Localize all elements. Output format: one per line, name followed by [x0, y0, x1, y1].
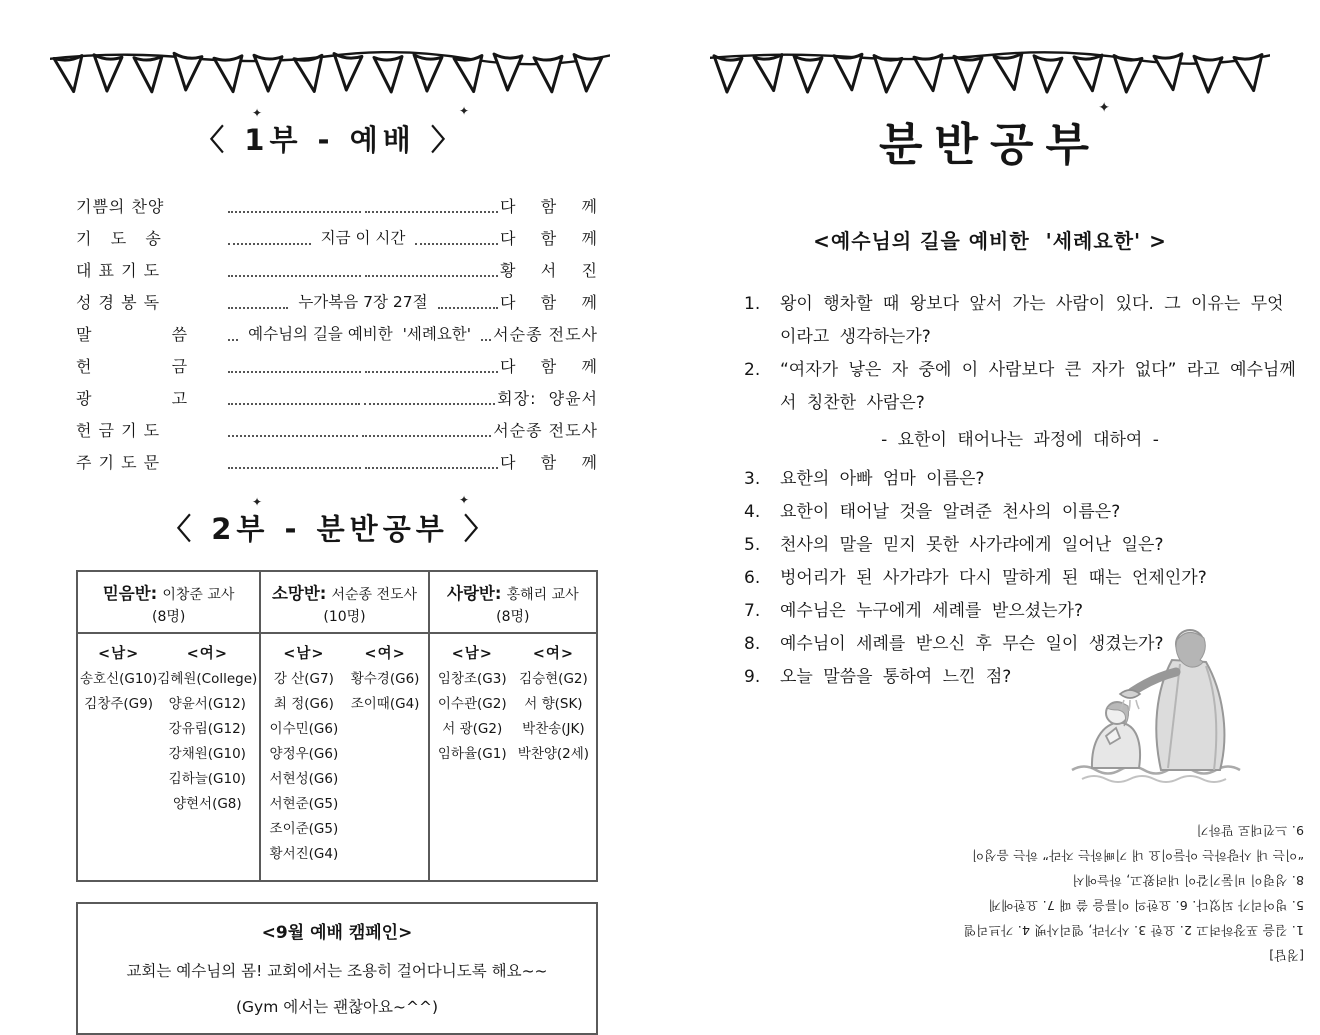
answer-line: 5. 벙어리가 되었다. 6. 요한의 이름을 쓸 때 7. 요한에게 [988, 898, 1304, 913]
answer-line: “이는 내 사랑하는 아들이요 내 기뻐하는 자라” 하는 음성이 [971, 848, 1304, 863]
dotted-leader [228, 294, 288, 309]
member-name: 최 정(G6) [273, 696, 334, 712]
class-name: 사랑반: [447, 584, 502, 603]
question-text: 오늘 말씀을 통하여 느낀 점? [780, 667, 1012, 687]
question-row [744, 354, 1296, 420]
dotted-leader [365, 358, 498, 373]
class-count: (8명) [151, 609, 186, 625]
question-text: 천사의 말을 믿지 못한 사가랴에게 일어난 일은? [780, 535, 1164, 555]
service-row [76, 189, 598, 221]
class-teacher: 서순종 전도사 [331, 587, 418, 603]
campaign-title: <9월 예배 캠페인> [261, 923, 413, 943]
member-name: 서 광(G2) [442, 721, 503, 737]
member-name: 서현성(G6) [269, 771, 339, 787]
member-name: 박찬양(2세) [517, 746, 590, 762]
service-row [76, 221, 598, 253]
member-name: 박찬송(JK) [522, 721, 585, 737]
class-table [76, 570, 598, 882]
member-name: 김혜원(College) [157, 671, 258, 687]
service-item-label: 헌 금 [76, 356, 189, 376]
dotted-leader [364, 390, 496, 405]
answer-line: 1. 길을 포장하려고 2. 요한 3. 사가랴, 엘리사벳 4. 가브리엘 [963, 923, 1304, 938]
service-row [76, 317, 598, 349]
campaign-line: 교회는 예수님의 몸! 교회에서는 조용히 걸어다니도록 해요~~ [126, 962, 548, 980]
question-row [744, 288, 1296, 354]
member-name: 조이때(G4) [350, 696, 420, 712]
question-number: 8. [744, 634, 761, 654]
bulletin-right-page [660, 0, 1320, 1020]
class-column-faith [78, 572, 259, 880]
class-count: (8명) [496, 609, 530, 625]
pennant-banner [50, 50, 610, 110]
boys-header: <남> [97, 646, 140, 662]
dotted-leader [438, 294, 498, 309]
dotted-leader [228, 198, 361, 213]
campaign-line: (Gym 에서는 괜찮아요~^^) [235, 998, 438, 1016]
question-number: 4. [744, 502, 761, 522]
member-name: 강 산(G7) [273, 671, 334, 687]
baptism-illustration [1068, 616, 1278, 788]
service-row [76, 253, 598, 285]
dotted-leader [365, 198, 498, 213]
boys-header: <남> [451, 646, 493, 662]
question-text: 요한의 아빠 엄마 이름은? [780, 469, 985, 489]
dotted-leader [228, 262, 361, 277]
member-name: 황서진(G4) [269, 846, 339, 862]
member-name: 이수관(G2) [437, 696, 507, 712]
service-item-label: 말 씀 [76, 324, 189, 344]
boys-column [80, 642, 157, 870]
service-item-detail: 예수님의 길을 예비한 '세례요한' [248, 325, 472, 343]
dotted-leader [228, 230, 311, 245]
part1-title: ✦ 〈 1부 - 예배 〉 ✦ [30, 118, 630, 159]
dotted-leader [362, 422, 492, 437]
question-number: 3. [744, 469, 761, 489]
service-row [76, 349, 598, 381]
service-item-person: 회장: 양윤서 [497, 388, 598, 408]
class-name: 소망반: [271, 584, 327, 603]
service-item-label: 대 표 기 도 [76, 260, 161, 280]
service-item-person: 다 함 께 [499, 292, 598, 312]
question-number: 6. [744, 568, 761, 588]
service-item-person: 다 함 께 [499, 228, 599, 248]
dotted-leader [228, 326, 238, 341]
question-number: 9. [744, 667, 761, 687]
answer-line: [정답] [1268, 948, 1304, 963]
question-text: 요한이 태어날 것을 알려준 천사의 이름은? [780, 502, 1121, 522]
member-name: 송호신(G10) [80, 671, 158, 687]
member-name: 김창주(G9) [84, 696, 153, 712]
girls-column [345, 642, 426, 870]
service-item-person: 서순종 전도사 [493, 324, 598, 344]
member-name: 양윤서(G12) [168, 696, 246, 712]
member-name: 서현준(G5) [269, 796, 339, 812]
dotted-leader [228, 454, 361, 469]
service-item-person: 황 서 진 [499, 260, 598, 280]
page-title: 분반공부 ✦ [660, 108, 1320, 173]
member-name: 김승현(G2) [519, 671, 588, 687]
service-item-person: 다 함 께 [499, 452, 598, 472]
member-name: 임하율(G1) [437, 746, 507, 762]
question-row [744, 562, 1296, 595]
class-name: 믿음반: [102, 584, 158, 603]
dotted-leader [415, 230, 498, 245]
question-row [744, 463, 1296, 496]
member-name: 황수경(G6) [350, 671, 420, 687]
answer-line: 9. 느낀대로 말하기 [1196, 823, 1304, 838]
member-name: 김하늘(G10) [168, 771, 246, 787]
class-header [78, 572, 259, 634]
dotted-leader [365, 262, 498, 277]
service-item-person: 다 함 께 [499, 356, 598, 376]
class-header [261, 572, 427, 634]
class-count: (10명) [323, 609, 366, 625]
class-header [430, 572, 596, 634]
girls-column [157, 642, 257, 870]
member-name: 양정우(G6) [269, 746, 339, 762]
part2-title: ✦ 〈 2부 - 분반공부 〉 ✦ [30, 507, 630, 548]
girls-header: <여> [364, 646, 406, 662]
boys-column [263, 642, 344, 870]
girls-header: <여> [532, 646, 575, 662]
service-item-label: 기쁨의 찬양 [76, 196, 165, 216]
question-number: 1. [744, 294, 761, 314]
service-row [76, 413, 598, 445]
answer-line: 8. 성령이 비둘기같이 내려왔고, 하늘에서 [1072, 873, 1304, 888]
service-item-label: 기 도 송 [76, 228, 162, 248]
member-name: 서 향(SK) [524, 696, 583, 712]
question-row [744, 496, 1296, 529]
order-of-service [0, 189, 660, 477]
service-item-label: 광 고 [76, 388, 189, 408]
class-column-love [428, 572, 596, 880]
class-column-hope [259, 572, 427, 880]
member-name: 양현서(G8) [172, 796, 242, 812]
dotted-leader [481, 326, 491, 341]
answer-key-upside-down [900, 818, 1304, 968]
service-item-person: 다 함 께 [499, 196, 598, 216]
boys-header: <남> [283, 646, 325, 662]
dotted-leader [228, 422, 358, 437]
service-row [76, 445, 598, 477]
dotted-leader [228, 358, 361, 373]
member-name: 강유림(G12) [168, 721, 246, 737]
boys-column [432, 642, 513, 870]
service-item-label: 성 경 봉 독 [76, 292, 161, 312]
pennant-banner [710, 50, 1270, 110]
girls-column [513, 642, 594, 870]
service-item-label: 주 기 도 문 [76, 452, 161, 472]
lesson-subtitle: <예수님의 길을 예비한 '세례요한' > [813, 229, 1167, 253]
service-item-detail: 지금 이 시간 [320, 229, 406, 247]
question-text: 예수님이 세례를 받으신 후 무슨 일이 생겼는가? [780, 634, 1164, 654]
campaign-box [76, 902, 598, 1035]
question-number: 2. [744, 360, 761, 380]
member-name: 이수민(G6) [269, 721, 339, 737]
question-text: 왕이 행차할 때 왕보다 앞서 가는 사람이 있다. 그 이유는 무엇이라고 생각하는가? [780, 294, 1284, 347]
member-name: 강채원(G10) [168, 746, 246, 762]
service-item-label: 헌 금 기 도 [76, 420, 161, 440]
question-text: “여자가 낳은 자 중에 이 사람보다 큰 자가 없다” 라고 예수님께서 칭찬한 사람은? [780, 360, 1296, 413]
dotted-leader [365, 454, 498, 469]
dotted-leader [228, 390, 360, 405]
question-text: 예수님은 누구에게 세례를 받으셨는가? [780, 601, 1083, 621]
class-teacher: 이창준 교사 [162, 587, 235, 603]
member-name: 조이준(G5) [269, 821, 339, 837]
question-text: 벙어리가 된 사가랴가 다시 말하게 된 때는 언제인가? [780, 568, 1207, 588]
class-teacher: 홍해리 교사 [506, 587, 579, 603]
question-number: 5. [744, 535, 761, 555]
girls-header: <여> [186, 646, 228, 662]
service-item-person: 서순종 전도사 [493, 420, 599, 440]
section-divider: - 요한이 태어나는 과정에 대하여 - [881, 430, 1159, 450]
question-row [744, 529, 1296, 562]
service-row [76, 381, 598, 413]
question-number: 7. [744, 601, 761, 621]
service-item-detail: 누가복음 7장 27절 [298, 293, 428, 311]
member-name: 임창조(G3) [437, 671, 507, 687]
service-row [76, 285, 598, 317]
bulletin-left-page [0, 0, 660, 1020]
